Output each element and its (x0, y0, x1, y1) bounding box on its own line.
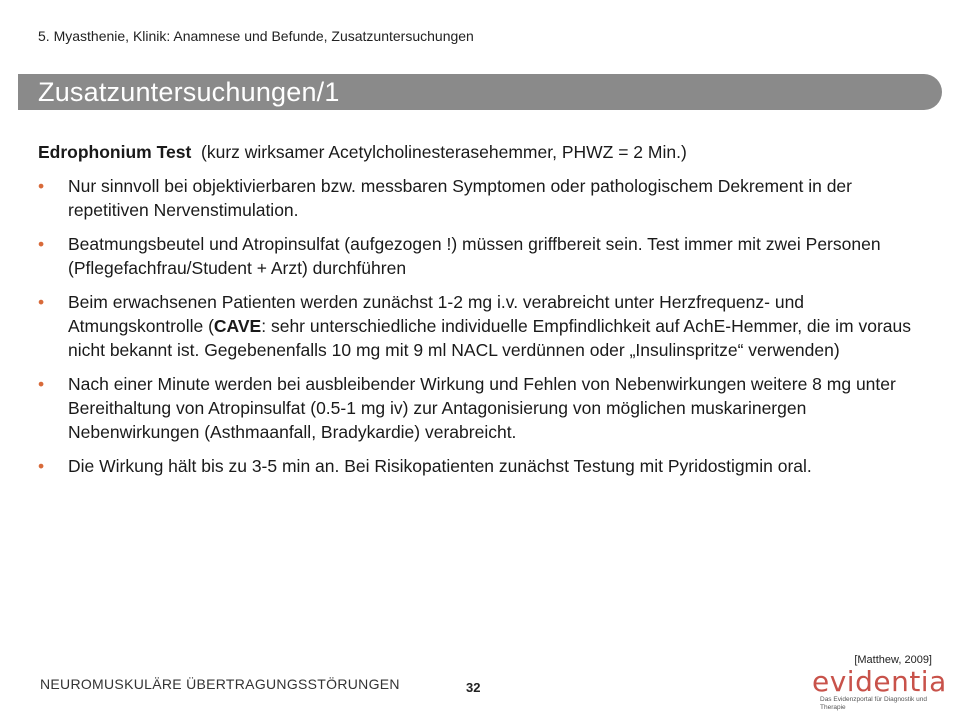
footer-section-title: NEUROMUSKULÄRE ÜBERTRAGUNGSSTÖRUNGEN (40, 676, 400, 692)
bullet-dot-icon: • (38, 292, 45, 312)
bullet-item (38, 372, 928, 444)
lead-paragraph (38, 140, 928, 164)
bullet-text: Beatmungsbeutel und Atropinsulfat (aufgezogen !) müssen griffbereit sein. Test immer mit zwei Personen (Pflegefachfrau/Student + Arzt) durchführen (68, 234, 881, 278)
page-number: 32 (466, 680, 481, 695)
bullet-list (38, 174, 928, 478)
bullet-item (38, 232, 928, 280)
logo-wordmark: evidentia (812, 665, 947, 698)
bullet-dot-icon: • (38, 176, 45, 196)
breadcrumb: 5. Myasthenie, Klinik: Anamnese und Befunde, Zusatzuntersuchungen (38, 28, 474, 44)
bullet-text: Nur sinnvoll bei objektivierbaren bzw. messbaren Symptomen oder pathologischem Dekrement in der repetitiven Nervenstimulation. (68, 176, 852, 220)
bullet-item (38, 290, 928, 362)
bullet-text: Die Wirkung hält bis zu 3-5 min an. Bei Risikopatienten zunächst Testung mit Pyridostigmin oral. (68, 456, 812, 476)
slide-content (38, 140, 928, 488)
citation: [Matthew, 2009] (854, 654, 932, 666)
title-bar (18, 74, 942, 110)
lead-description: (kurz wirksamer Acetylcholinesterasehemmer, PHWZ = 2 Min.) (201, 142, 687, 162)
bullet-dot-icon: • (38, 374, 45, 394)
bullet-item (38, 454, 928, 478)
bullet-item (38, 174, 928, 222)
bullet-text: Nach einer Minute werden bei ausbleibender Wirkung und Fehlen von Nebenwirkungen weitere 8 mg unter Bereithaltung von Atropinsulfat (0.5-1 mg iv) zur Antagonisierung von möglichen muskarinergen Nebenwirkungen (Asthmaanfall, Bradykardie) verabreicht. (68, 374, 896, 442)
bullet-text-after: : sehr unterschiedliche individuelle Empfindlichkeit auf AchE-Hemmer, die im voraus nicht bekannt ist. Gegebenenfalls 10 mg mit 9 ml NACL verdünnen oder „Insulinspritze“ verwenden) (68, 316, 911, 360)
lead-term: Edrophonium Test (38, 142, 192, 162)
evidentia-logo (812, 665, 947, 711)
bullet-dot-icon: • (38, 234, 45, 254)
cave-label: CAVE (213, 316, 262, 336)
bullet-text-before: Beim erwachsenen Patienten werden zunächst 1-2 mg i.v. verabreicht unter Herzfrequenz- und Atmungskontrolle ( (68, 292, 805, 336)
logo-tagline: Das Evidenzportal für Diagnostik und Therapie (820, 696, 927, 711)
bullet-dot-icon: • (38, 456, 45, 476)
page-title: Zusatzuntersuchungen/1 (38, 77, 340, 107)
